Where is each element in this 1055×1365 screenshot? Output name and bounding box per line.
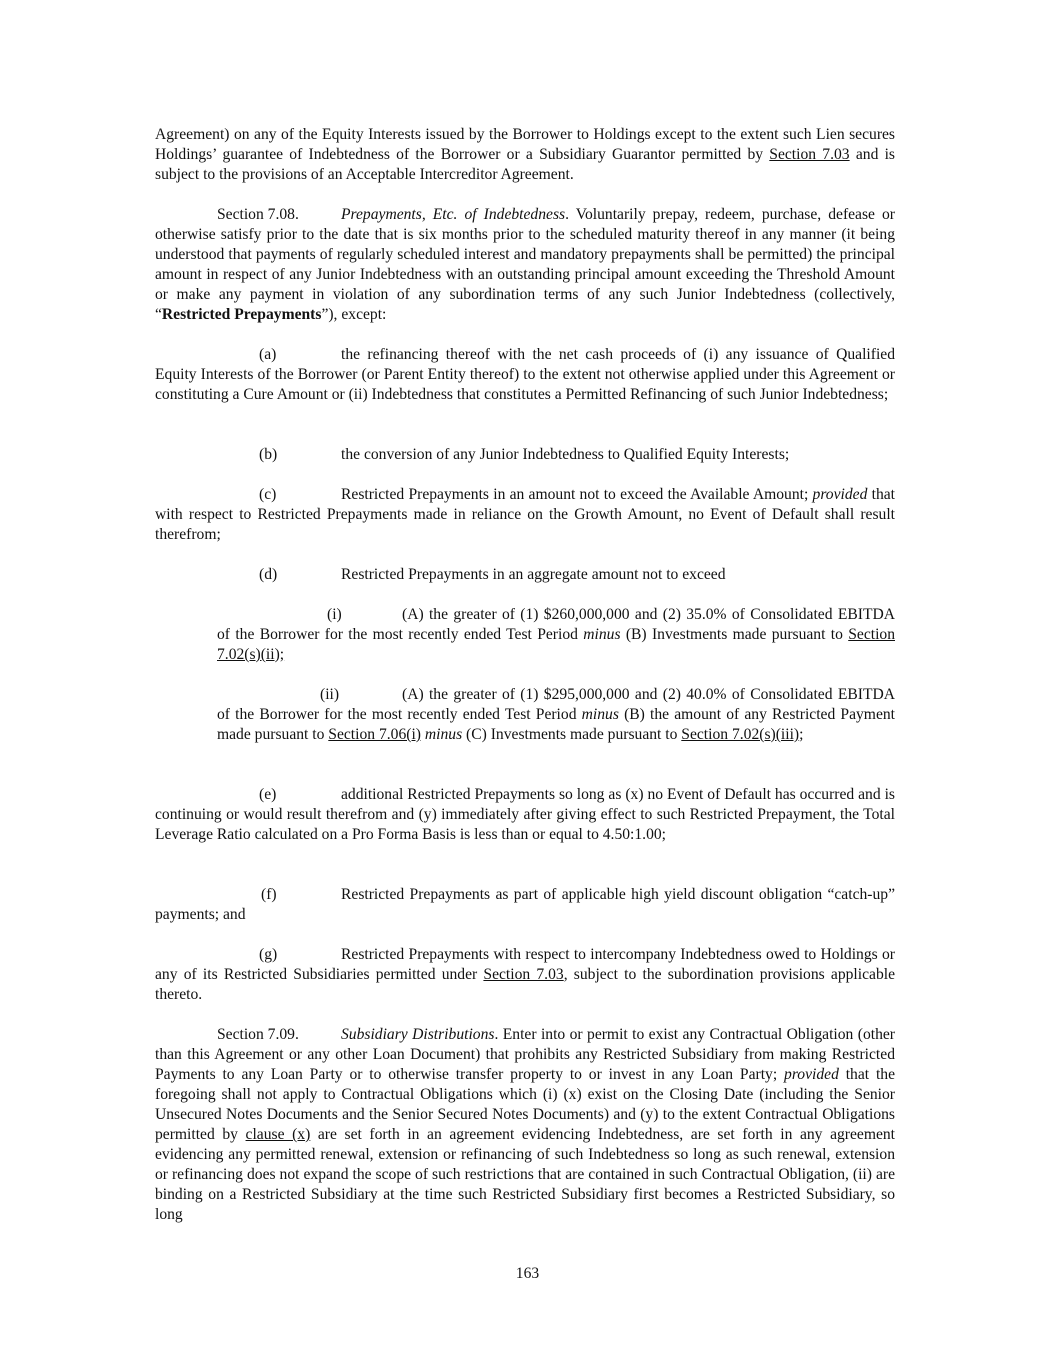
paragraph-text: . Enter into or permit to exist any Contractual Obligation (other than this Agreement or any other Loan Document) that prohibits any Restricted Subsidiary from making Restricted Payments to any Loan Party or to otherwise transfer property to or invest in any Loan Party; (155, 1026, 895, 1083)
section-7-08 (155, 205, 895, 325)
clause-text: the conversion of any Junior Indebtedness to Qualified Equity Interests; (341, 446, 790, 463)
minus-word: minus (581, 706, 619, 723)
minus-word: minus (583, 626, 621, 643)
clause-text: that with respect to Restricted Prepayments made in reliance on the Growth Amount, no Event of Default shall result therefrom; (155, 486, 895, 543)
clause-g (155, 945, 895, 1005)
paragraph-text: ”), except: (321, 306, 387, 323)
clause-text: (A) the greater of (1) $295,000,000 and (2) 40.0% of Consolidated EBITDA of the Borrower for the most recently ended Test Period (217, 686, 895, 723)
clause-label: (f) (261, 886, 277, 903)
clause-c (155, 485, 895, 545)
clause-label: (i) (327, 606, 342, 623)
paragraph-text: . Voluntarily prepay, redeem, purchase, defease or otherwise satisfy prior to the date that is six months prior to the scheduled maturity thereof in any manner (it being understood that payments of regularly scheduled interest and mandatory prepayments shall be permitted) the principal amount in respect of any Junior Indebtedness with an outstanding principal amount exceeding the Threshold Amount or make any payment in violation of any subordination terms of any such Junior Indebtedness (collectively, “ (155, 206, 895, 323)
section-7-09 (155, 1025, 895, 1225)
clause-text: Restricted Prepayments in an amount not to exceed the Available Amount; (341, 486, 813, 503)
section-reference: Section 7.03 (483, 966, 564, 983)
clause-label: (a) (259, 346, 277, 363)
paragraph-text: and is subject to the provisions of an Acceptable Intercreditor Agreement. (155, 146, 896, 183)
section-reference: Section 7.02(s)(iii) (681, 726, 800, 743)
clause-reference: clause (x) (245, 1126, 311, 1143)
section-number: Section 7.09. (217, 1026, 299, 1043)
defined-term: Restricted Prepayments (161, 306, 322, 323)
paragraph-text: that the foregoing shall not apply to Contractual Obligations which (i) (x) exist on the Closing Date (including the Senior Unsecured Notes Documents and the Senior Secured Notes Documents) and (y) to the extent Contractual Obligations permitted by (155, 1066, 895, 1143)
clause-text: (C) Investments made pursuant to (462, 726, 682, 743)
clause-label: (ii) (320, 686, 340, 703)
clause-text: (B) the amount of any Restricted Payment made pursuant to (217, 706, 895, 743)
proviso-word: provided (784, 1066, 839, 1083)
section-reference: Section 7.03 (769, 146, 850, 163)
paragraph-continuation (155, 125, 895, 185)
section-heading: Subsidiary Distributions (341, 1026, 495, 1043)
clause-text: (A) the greater of (1) $260,000,000 and (2) 35.0% of Consolidated EBITDA of the Borrower for the most recently ended Test Period (217, 606, 895, 643)
clause-a (155, 345, 895, 405)
clause-label: (g) (259, 946, 278, 963)
clause-text: additional Restricted Prepayments so long as (x) no Event of Default has occurred and is continuing or would result therefrom and (y) immediately after giving effect to such Restricted Prepayment, the Total Leverage Ratio calculated on a Pro Forma Basis is less than or equal to 4.50:1.00; (155, 786, 895, 843)
paragraph-text: Agreement) on any of the Equity Interests issued by the Borrower to Holdings except to the extent such Lien secures Holdings’ guarantee of Indebtedness of the Borrower or a Subsidiary Guarantor permitted by (155, 126, 895, 163)
clause-text: Restricted Prepayments in an aggregate amount not to exceed (341, 566, 726, 583)
page-number: 163 (515, 1265, 540, 1282)
clause-b (155, 445, 895, 465)
clause-text: (B) Investments made pursuant to (620, 626, 849, 643)
clause-text: Restricted Prepayments as part of applicable high yield discount obligation “catch-up” payments; and (155, 886, 895, 923)
clause-text: , subject to the subordination provisions applicable thereto. (155, 966, 895, 1003)
section-reference: Section 7.06(i) (328, 726, 421, 743)
clause-d (155, 565, 895, 585)
paragraph-text: are set forth in an agreement evidencing Indebtedness, are set forth in any agreement evidencing any permitted renewal, extension or refinancing of such Indebtedness so long as such renewal, extension or refinancing does not expand the scope of such restrictions that are contained in such Contractual Obligation, (ii) are binding on a Restricted Subsidiary at the time such Restricted Subsidiary first becomes a Restricted Subsidiary, so long (155, 1126, 896, 1223)
clause-text: ; (799, 726, 804, 743)
clause-d-i (217, 605, 895, 665)
clause-label: (c) (259, 486, 277, 503)
clause-f (155, 885, 895, 925)
section-reference: Section 7.02(s)(ii); (217, 626, 895, 663)
clause-label: (e) (259, 786, 277, 803)
clause-label: (b) (259, 446, 278, 463)
section-number: Section 7.08. (217, 206, 299, 223)
clause-text: the refinancing thereof with the net cash proceeds of (i) any issuance of Qualified Equity Interests of the Borrower (or Parent Entity thereof) to the extent not otherwise applied under this Agreement or constituting a Cure Amount or (ii) Indebtedness that constitutes a Permitted Refinancing of such Junior Indebtedness; (155, 346, 895, 403)
section-heading: Prepayments, Etc. of Indebtedness (341, 206, 566, 223)
minus-word: minus (424, 726, 463, 743)
clause-e (155, 785, 895, 845)
clause-text: Restricted Prepayments with respect to intercompany Indebtedness owed to Holdings or any of its Restricted Subsidiaries permitted under (155, 946, 895, 983)
proviso-word: provided (812, 486, 868, 503)
clause-d-ii (217, 685, 895, 745)
clause-label: (d) (259, 566, 278, 583)
